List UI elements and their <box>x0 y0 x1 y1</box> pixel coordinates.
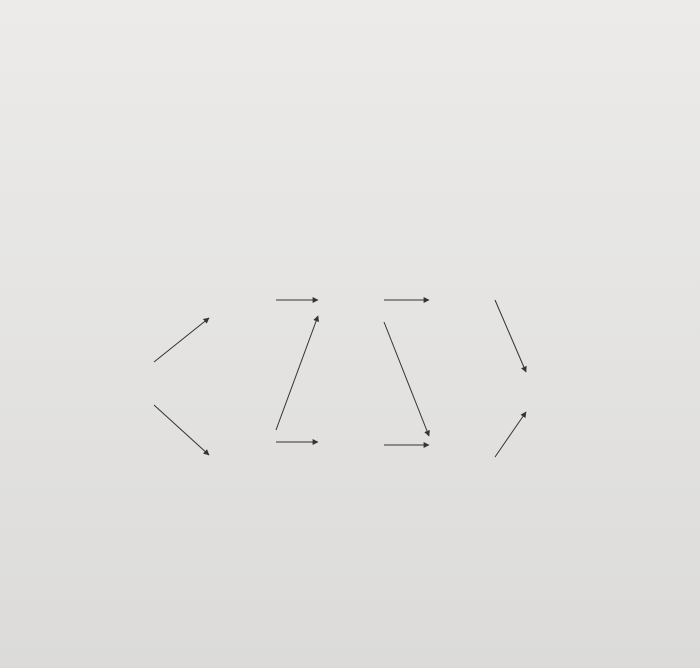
resource-table-grid <box>96 540 606 666</box>
resource-table <box>96 540 606 668</box>
diagram-arrows <box>154 300 526 457</box>
